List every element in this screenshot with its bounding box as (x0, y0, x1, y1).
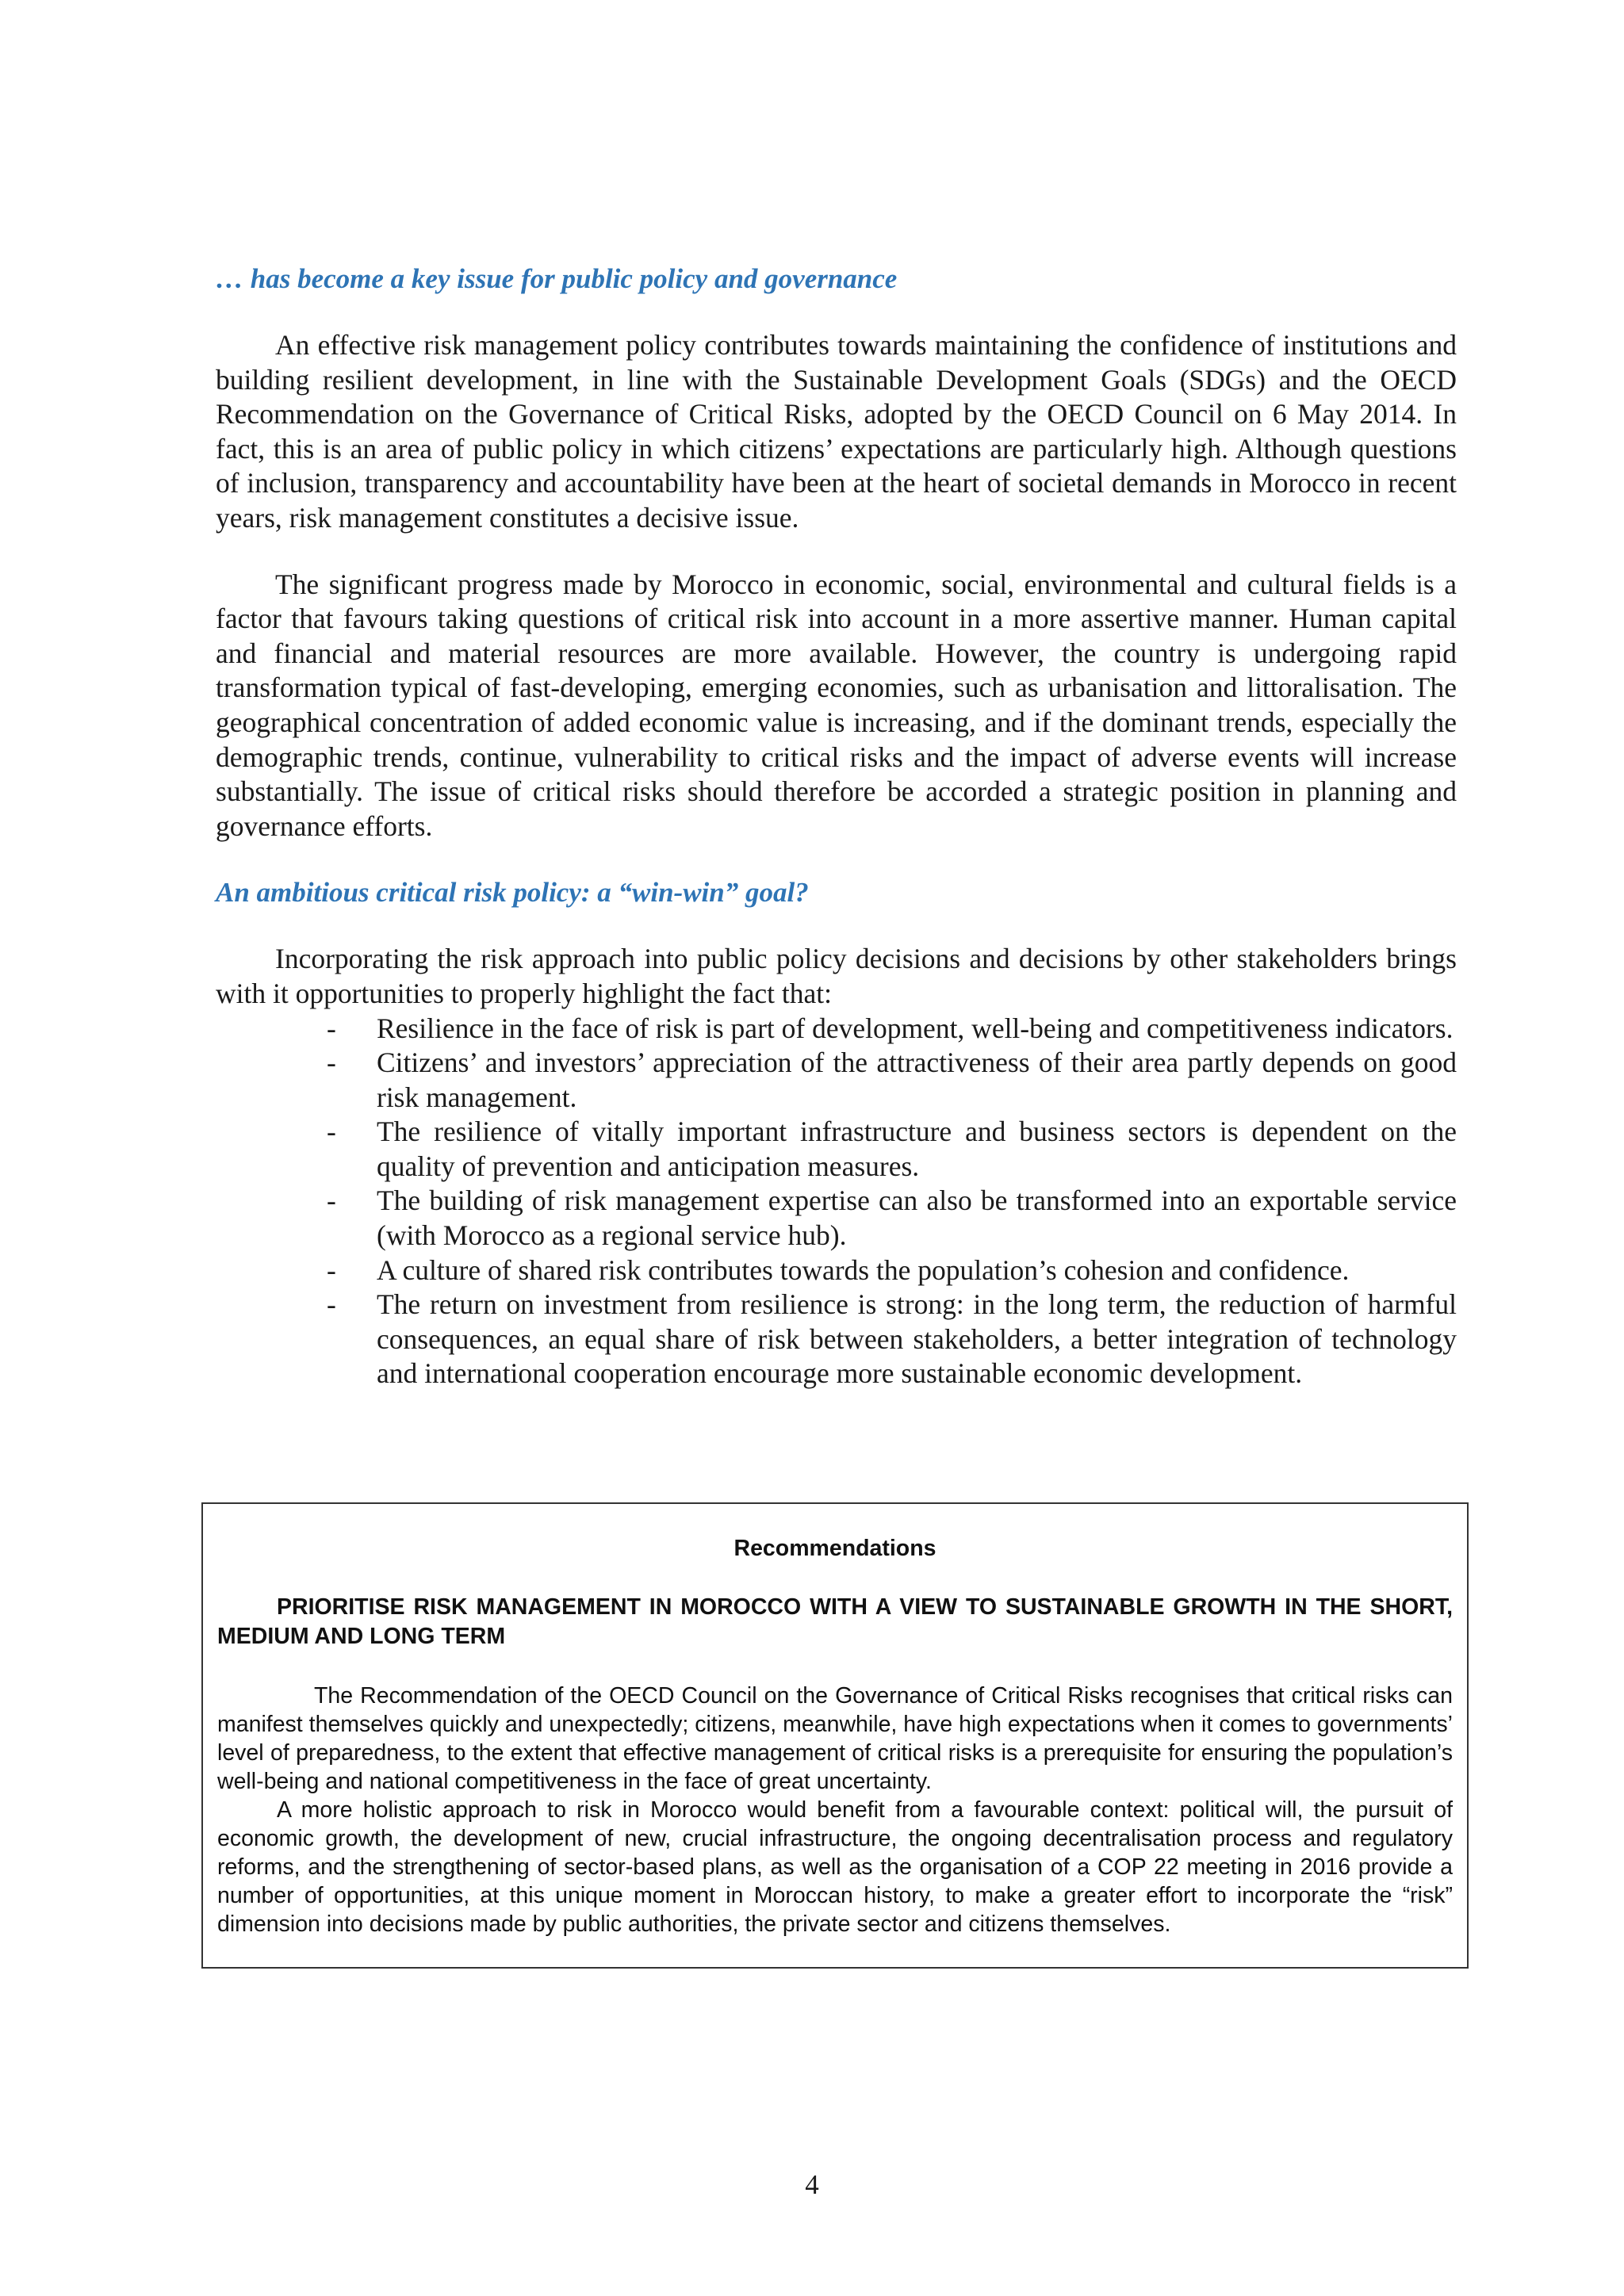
paragraph-intro: Incorporating the risk approach into public policy decisions and decisions by other stakeholders brings with it opportunities to properly highlight the fact that: (216, 943, 1457, 1009)
list-item (216, 1012, 1457, 1047)
list-item-text: A culture of shared risk contributes towards the population’s cohesion and confidence. (377, 1253, 1350, 1286)
document-body (216, 262, 1457, 1391)
paragraph-risk-policy: An effective risk management policy contributes towards maintaining the confidence of institutions and building resilient development, in line with the Sustainable Development Goals (SDGs) and the OECD Recommendation on the Governance of Critical Risks, adopted by the OECD Council on 6 May 2014. In fact, this is an area of public policy in which citizens’ expectations are particularly high. Although questions of inclusion, transparency and accountability have been at the heart of societal demands in Morocco in recent years, risk management constitutes a decisive issue. (216, 329, 1457, 534)
bullet-marker: - (327, 1115, 336, 1148)
recommendations-paragraph-holistic: A more holistic approach to risk in Morocco would benefit from a favourable context: political will, the pursuit of economic growth, the development of new, crucial infrastructure, the ongoing decentralisation process and regulatory reforms, and the strengthening of sector-based plans, as well as the organisation of a COP 22 meeting in 2016 provide a number of opportunities, at this unique moment in Moroccan history, to make a greater effort to incorporate the “risk” dimension into decisions made by public authorities, the private sector and citizens themselves. (217, 1797, 1453, 1937)
recommendations-title: Recommendations (733, 1536, 936, 1561)
recommendations-box (201, 1502, 1469, 1969)
page-number: 4 (805, 2169, 819, 2200)
list-item (216, 1184, 1457, 1253)
recommendations-paragraph-oecd: The Recommendation of the OECD Council on the Governance of Critical Risks recognises that critical risks can manifest themselves quickly and unexpectedly; citizens, meanwhile, have high expectations when it comes to governments’ level of preparedness, to the extent that effective management of critical risks is a prerequisite for ensuring the population’s well-being and national competitiveness in the face of great uncertainty. (217, 1683, 1453, 1794)
list-item-text: The resilience of vitally important infrastructure and business sectors is dependent on the quality of prevention and anticipation measures. (377, 1115, 1457, 1182)
list-item-text: The return on investment from resilience is strong: in the long term, the reduction of harmful consequences, an equal share of risk between stakeholders, a better integration of technology and international cooperation encourage more sustainable economic development. (377, 1288, 1457, 1390)
bullet-marker: - (327, 1184, 336, 1217)
bullet-marker: - (327, 1012, 336, 1044)
paragraph-progress: The significant progress made by Morocco in economic, social, environmental and cultural fields is a factor that favours taking questions of critical risk into account in a more assertive manner. Human capital and financial and material resources are more available. However, the country is undergoing rapid transformation typical of fast-developing, emerging economies, such as urbanisation and littoralisation. The geographical concentration of added economic value is increasing, and if the dominant trends, especially the demographic trends, continue, vulnerability to critical risks and the impact of adverse events will increase substantially. The issue of critical risks should therefore be accorded a strategic position in planning and governance efforts. (216, 568, 1457, 842)
list-item-text: Citizens’ and investors’ appreciation of the attractiveness of their area partly depends on good risk management. (377, 1047, 1457, 1113)
recommendations-subtitle: PRIORITISE RISK MANAGEMENT IN MOROCCO WITH A VIEW TO SUSTAINABLE GROWTH IN THE SHORT, MEDIUM AND LONG TERM (217, 1594, 1453, 1649)
bullet-marker: - (327, 1253, 336, 1286)
list-item (216, 1115, 1457, 1184)
section-heading-win-win: An ambitious critical risk policy: a “win-win” goal? (216, 877, 809, 909)
section-heading-key-issue: … has become a key issue for public policy and governance (216, 263, 898, 294)
list-item-text: The building of risk management expertise can also be transformed into an exportable service (with Morocco as a regional service hub). (377, 1184, 1457, 1252)
list-item (216, 1288, 1457, 1391)
list-item (216, 1046, 1457, 1115)
opportunities-list (216, 1012, 1457, 1392)
list-item (216, 1253, 1457, 1288)
bullet-marker: - (327, 1047, 336, 1079)
bullet-marker: - (327, 1288, 336, 1321)
list-item-text: Resilience in the face of risk is part of development, well-being and competitiveness indicators. (377, 1012, 1454, 1044)
